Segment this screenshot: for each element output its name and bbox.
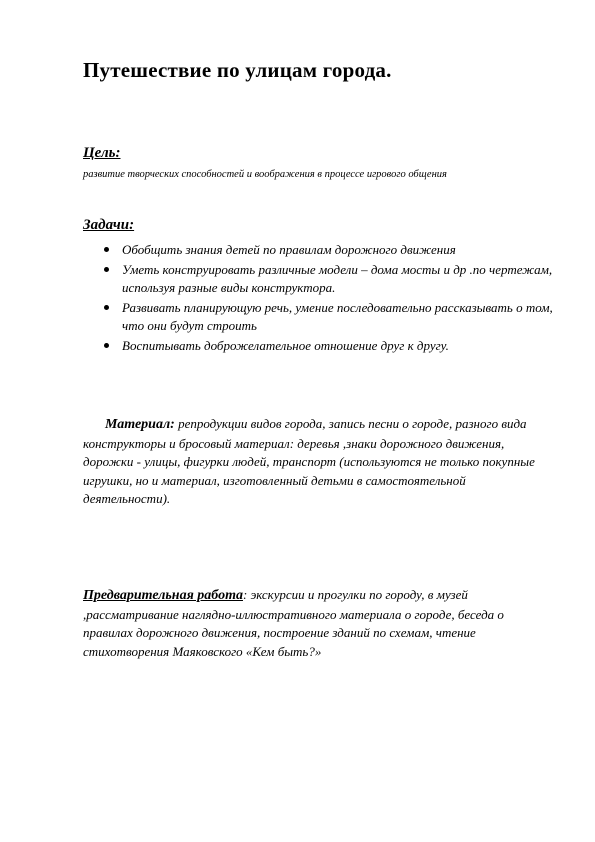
list-item: [100, 337, 555, 355]
list-item: [100, 299, 555, 335]
goal-heading: Цель:: [83, 145, 121, 161]
preliminary-work-paragraph: [83, 586, 553, 661]
preliminary-work-text: : экскурсии и прогулки по городу, в музей ,рассматривание наглядно-иллюстративного материала о городе, беседа о правилах дорожного движения, построение зданий по схемам, чтение стихотворения Маяковского «Кем быть?»: [83, 587, 504, 659]
bullet-icon: [104, 305, 109, 310]
task-text: Обобщить знания детей по правилам дорожного движения: [122, 242, 456, 257]
material-paragraph: [83, 415, 553, 509]
bullet-icon: [104, 267, 109, 272]
list-item: [100, 241, 555, 259]
list-item: [100, 261, 555, 297]
material-text: репродукции видов города, запись песни о городе, разного вида конструкторы и бросовый материал: деревья ,знаки дорожного движения, дорожки - улицы, фигурки людей, транспорт (используются не только покупные игрушки, но и материал, изготовленный детьми в самостоятельной деятельности).: [83, 416, 535, 506]
page-title: Путешествие по улицам города.: [83, 58, 392, 82]
bullet-icon: [104, 343, 109, 348]
tasks-heading: Задачи:: [83, 217, 135, 233]
task-text: Развивать планирующую речь, умение последовательно рассказывать о том, что они будут строить: [122, 300, 553, 333]
tasks-list: [100, 241, 555, 357]
material-label: Материал:: [105, 417, 175, 432]
task-text: Воспитывать доброжелательное отношение друг к другу.: [122, 338, 449, 353]
goal-text: развитие творческих способностей и воображения в процессе игрового общения: [83, 169, 447, 180]
task-text: Уметь конструировать различные модели – дома мосты и др .по чертежам, используя разные виды конструктора.: [122, 262, 553, 295]
bullet-icon: [104, 247, 109, 252]
preliminary-work-label: Предварительная работа: [83, 588, 243, 603]
